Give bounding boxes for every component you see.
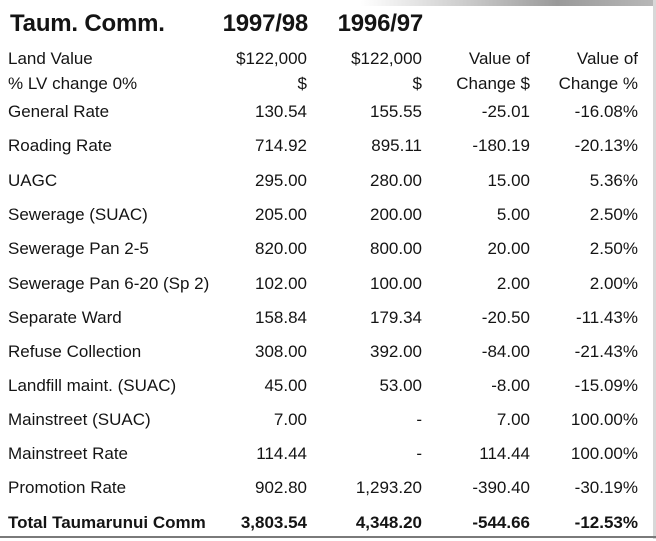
change-dollars: Value of — [468, 49, 530, 68]
change-dollars: 114.44 — [479, 444, 530, 463]
value-1996-97: $ — [412, 74, 422, 93]
change-percent: Value of — [576, 49, 638, 68]
table-title: Taum. Comm. — [10, 10, 165, 37]
table-row — [0, 272, 656, 302]
value-1997-98: 308.00 — [255, 342, 307, 361]
value-1997-98: 102.00 — [255, 274, 307, 293]
change-dollars: Change $ — [456, 74, 530, 93]
table-row — [0, 408, 656, 438]
value-1996-97: 53.00 — [379, 376, 422, 395]
value-1996-97: 155.55 — [370, 102, 422, 121]
table-row — [0, 100, 656, 130]
change-dollars: -544.66 — [472, 513, 530, 532]
value-1997-98: 114.44 — [256, 444, 307, 463]
value-1996-97: 392.00 — [370, 342, 422, 361]
value-1997-98: 3,803.54 — [240, 513, 307, 532]
column-header-1996-97: 1996/97 — [337, 10, 423, 37]
change-percent: -15.09% — [574, 376, 638, 395]
value-1997-98: 45.00 — [264, 376, 307, 395]
change-dollars: -390.40 — [472, 478, 530, 497]
value-1996-97: - — [416, 444, 422, 463]
row-label: Promotion Rate — [8, 478, 127, 497]
change-percent: 2.00% — [589, 274, 638, 293]
value-1996-97: 1,293.20 — [355, 478, 422, 497]
row-label: Sewerage Pan 6-20 (Sp 2) — [8, 274, 210, 293]
change-dollars: -20.50 — [481, 308, 530, 327]
change-dollars: 15.00 — [487, 171, 530, 190]
row-label: Land Value — [8, 49, 93, 68]
value-1997-98: 902.80 — [255, 478, 307, 497]
row-label: Landfill maint. (SUAC) — [8, 376, 177, 395]
value-1997-98: 714.92 — [255, 136, 307, 155]
change-percent: Change % — [558, 74, 638, 93]
subheader-row — [0, 72, 656, 102]
value-1996-97: 4,348.20 — [355, 513, 422, 532]
change-percent: 5.36% — [589, 171, 638, 190]
value-1997-98: 158.84 — [255, 308, 307, 327]
row-label: Separate Ward — [8, 308, 122, 327]
row-label: Sewerage (SUAC) — [8, 205, 148, 224]
value-1996-97: 200.00 — [370, 205, 422, 224]
value-1997-98: $122,000 — [236, 49, 307, 68]
row-label: Roading Rate — [8, 136, 112, 155]
table-row — [0, 169, 656, 199]
row-label: General Rate — [8, 102, 110, 121]
table-row — [0, 374, 656, 404]
value-1997-98: 295.00 — [255, 171, 307, 190]
change-percent: -20.13% — [574, 136, 638, 155]
scan-edge-top — [0, 0, 656, 6]
change-dollars: -8.00 — [491, 376, 530, 395]
value-1997-98: 130.54 — [255, 102, 307, 121]
value-1996-97: - — [416, 410, 422, 429]
value-1996-97: 800.00 — [370, 239, 422, 258]
row-label: UAGC — [8, 171, 58, 190]
table-row — [0, 340, 656, 370]
change-percent: 100.00% — [570, 444, 638, 463]
value-1996-97: 100.00 — [370, 274, 422, 293]
change-dollars: 20.00 — [487, 239, 530, 258]
change-percent: 2.50% — [589, 239, 638, 258]
table-row — [0, 203, 656, 233]
change-dollars: -180.19 — [472, 136, 530, 155]
row-label: Mainstreet (SUAC) — [8, 410, 151, 429]
change-percent: 100.00% — [570, 410, 638, 429]
row-label: % LV change 0% — [8, 74, 138, 93]
change-dollars: -84.00 — [481, 342, 530, 361]
change-percent: -12.53% — [574, 513, 638, 532]
value-1996-97: 179.34 — [370, 308, 422, 327]
row-label: Total Taumarunui Comm — [8, 513, 206, 532]
row-label: Refuse Collection — [8, 342, 142, 361]
change-percent: -21.43% — [574, 342, 638, 361]
value-1996-97: 280.00 — [370, 171, 422, 190]
change-dollars: 5.00 — [496, 205, 530, 224]
value-1996-97: 895.11 — [371, 136, 422, 155]
table-row — [0, 306, 656, 336]
value-1997-98: 205.00 — [255, 205, 307, 224]
bottom-rule — [0, 536, 656, 538]
column-header-1997-98: 1997/98 — [222, 10, 308, 37]
change-dollars: -25.01 — [481, 102, 530, 121]
table-row — [0, 442, 656, 472]
table-row — [0, 237, 656, 267]
change-percent: -11.43% — [575, 308, 638, 327]
change-percent: -30.19% — [574, 478, 638, 497]
change-percent: 2.50% — [589, 205, 638, 224]
table-row — [0, 476, 656, 506]
value-1997-98: $ — [297, 74, 307, 93]
value-1996-97: $122,000 — [351, 49, 422, 68]
row-label: Mainstreet Rate — [8, 444, 128, 463]
value-1997-98: 820.00 — [255, 239, 307, 258]
change-dollars: 2.00 — [496, 274, 530, 293]
change-percent: -16.08% — [574, 102, 638, 121]
table-header — [0, 9, 656, 43]
value-1997-98: 7.00 — [273, 410, 307, 429]
row-label: Sewerage Pan 2-5 — [8, 239, 149, 258]
table-row — [0, 134, 656, 164]
change-dollars: 7.00 — [496, 410, 530, 429]
